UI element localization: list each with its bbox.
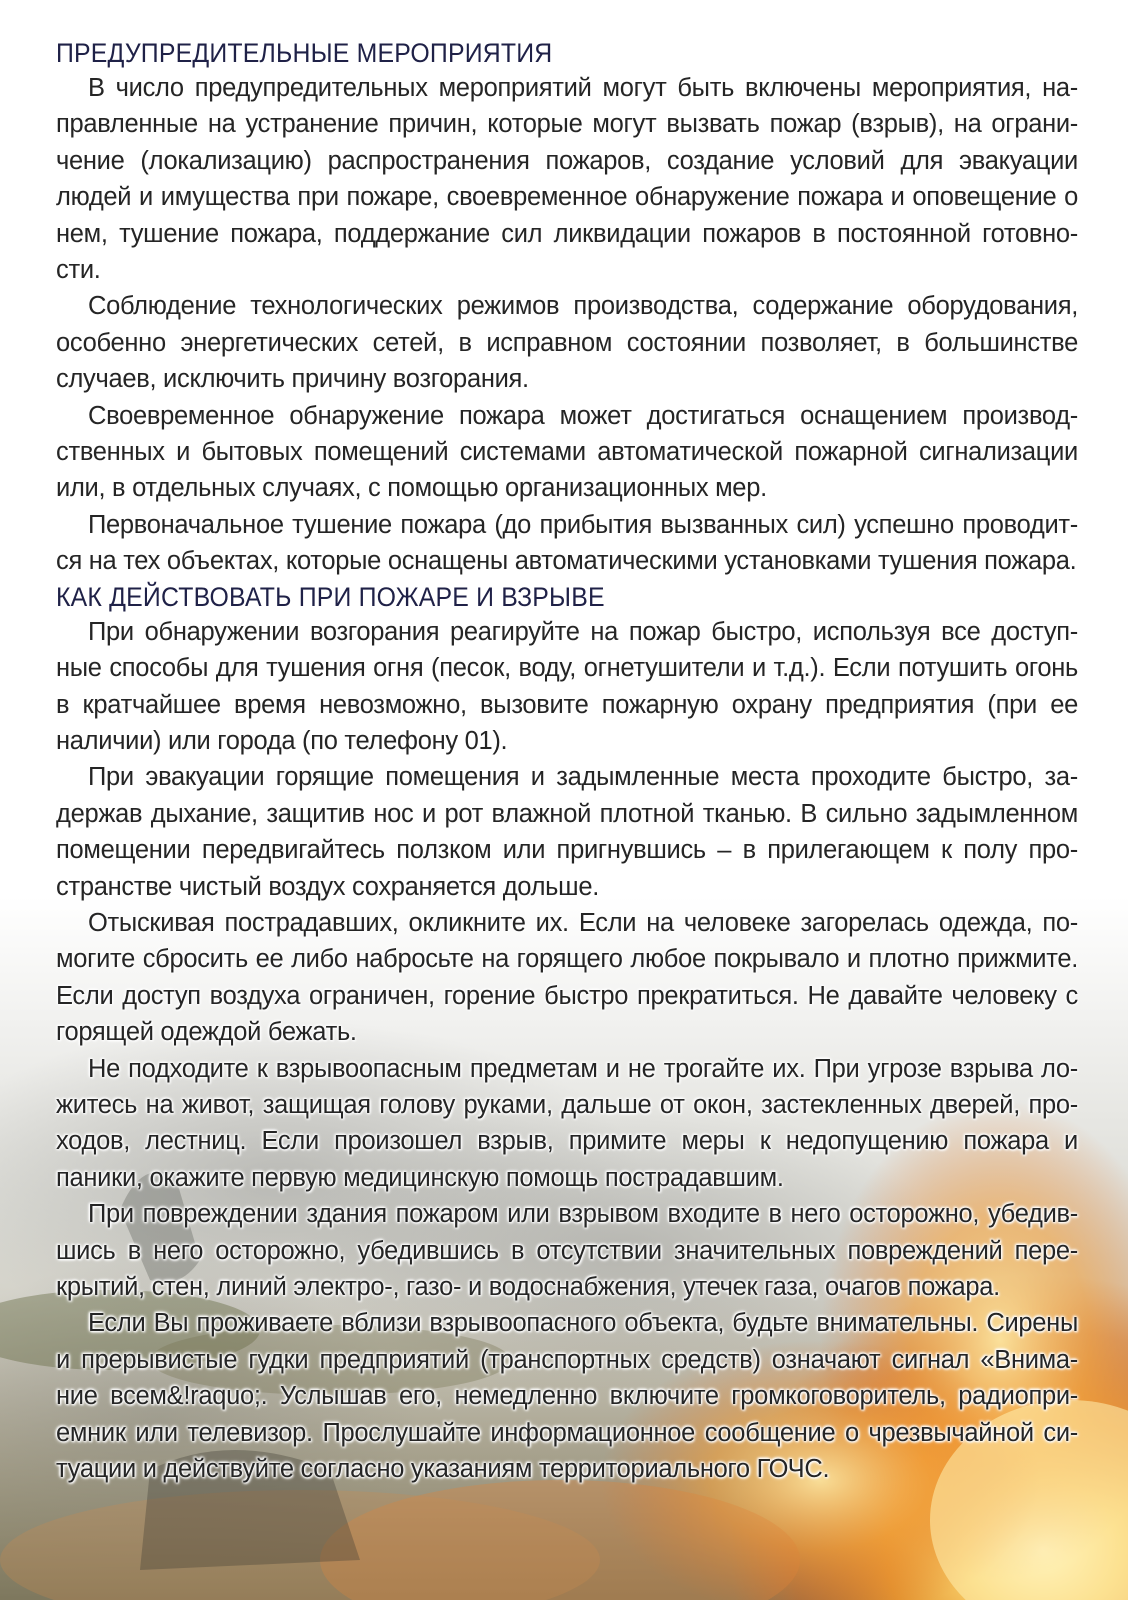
paragraph: Не подходите к взрывоопасным предметам и не трогайте их. При угрозе взрыва ло-житесь на живот, защищая голову руками, дальше от окон, застекленных дверей, про-ходов, лестниц. Если произошел взрыв, примите меры к недопущению пожара и паники, окажите первую медицинскую помощь пострадавшим.	[56, 1054, 1078, 1192]
document-page	[56, 36, 1078, 1487]
section-heading-fire-action: КАК ДЕЙСТВОВАТЬ ПРИ ПОЖАРЕ И ВЗРЫВЕ	[56, 581, 605, 612]
paragraph: При повреждении здания пожаром или взрывом входите в него осторожно, убедив-шись в него осторожно, убедившись в отсутствии значительных повреждений пере-крытий, стен, линий электро-, газо- и водоснабжения, утечек газа, очагов пожара.	[56, 1200, 1078, 1301]
paragraph: Если Вы проживаете вблизи взрывоопасного объекта, будьте внимательны. Сирены и прерывистые гудки предприятий (транспортных средств) означают сигнал «Внима-ние всем&!raquo;. Услышав его, немедленно включите громкоговоритель, радиопри-емник или телевизор. Прослушайте информационное сообщение о чрезвычайной си-туации и действуйте согласно указаниям территориального ГОЧС.	[56, 1309, 1078, 1484]
paragraph: В число предупредительных мероприятий могут быть включены мероприятия, на-правленные на устранение причин, которые могут вызвать пожар (взрыв), на ограни-чение (локализацию) распространения пожаров, создание условий для эвакуации людей и имущества при пожаре, своевременное обнаружение пожара и оповещение о нем, тушение пожара, поддержание сил ликвидации пожаров в постоянной готовно-сти.	[56, 74, 1078, 285]
paragraph: При эвакуации горящие помещения и задымленные места проходите быстро, за-держав дыхание, защитив нос и рот влажной плотной тканью. В сильно задымленном помещении передвигайтесь ползком или пригнувшись – в прилегающем к полу про-странстве чистый воздух сохраняется дольше.	[56, 763, 1078, 901]
paragraph: Соблюдение технологических режимов производства, содержание оборудования, особенно энергетических сетей, в исправном состоянии позволяет, в большинстве случаев, исключить причину возгорания.	[56, 292, 1078, 394]
paragraph: Первоначальное тушение пожара (до прибытия вызванных сил) успешно проводит-ся на тех объектах, которые оснащены автоматическими установками тушения пожара.	[56, 510, 1078, 576]
text-over-image	[56, 905, 1078, 1488]
paragraph: Своевременное обнаружение пожара может достигаться оснащением производ-ственных и бытовых помещений системами автоматической пожарной сигнализации или, в отдельных случаях, с помощью организационных мер.	[56, 401, 1078, 503]
paragraph: Отыскивая пострадавших, окликните их. Если на человеке загорелась одежда, по-могите сбросить ее либо набросьте на горящего любое покрывало и плотно прижмите. Если доступ воздуха ограничен, горение быстро прекратиться. Не давайте человеку с горящей одеждой бежать.	[56, 908, 1078, 1047]
section-heading-preventive: ПРЕДУПРЕДИТЕЛЬНЫЕ МЕРОПРИЯТИЯ	[56, 38, 553, 68]
paragraph: При обнаружении возгорания реагируйте на пожар быстро, используя все доступ-ные способы для тушения огня (песок, воду, огнетушители и т.д.). Если потушить огонь в кратчайшее время невозможно, вызовите пожарную охрану предприятия (при ее наличии) или города (по телефону 01).	[56, 617, 1078, 755]
